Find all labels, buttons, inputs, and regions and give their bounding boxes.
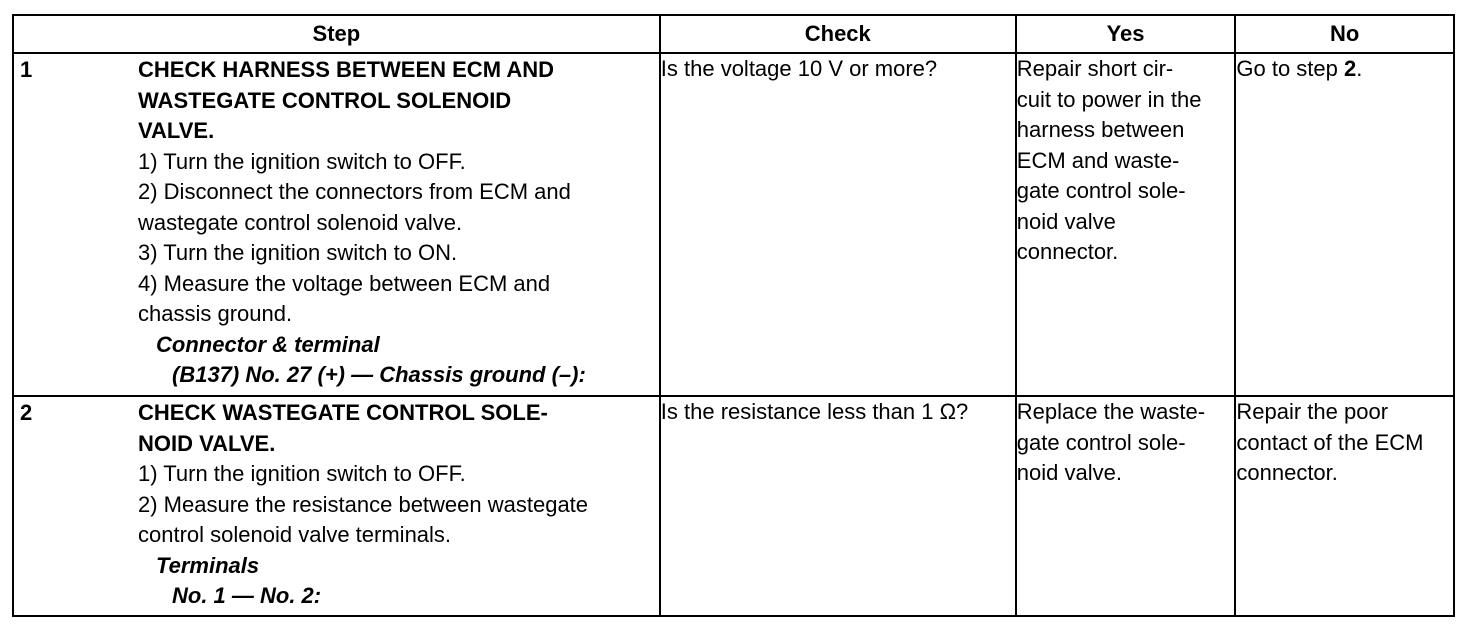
yes-line: noid valve.	[1016, 460, 1122, 485]
step-title-line: WASTEGATE CONTROL SOLENOID	[138, 87, 512, 113]
check-question: Is the voltage 10 V or more?	[660, 56, 938, 81]
instruction-line: 4) Measure the voltage between ECM and	[138, 270, 551, 296]
instruction-line: 2) Disconnect the connectors from ECM and	[138, 179, 571, 204]
header-check: Check	[660, 15, 1016, 53]
yes-line: harness between	[1016, 117, 1185, 142]
yes-cell	[1016, 396, 1236, 616]
instruction-line: 3) Turn the ignition switch to ON.	[138, 240, 458, 265]
no-line: connector.	[1236, 460, 1338, 485]
step-title-line: CHECK WASTEGATE CONTROL SOLE-	[138, 400, 548, 425]
instruction-line: 2) Measure the resistance between wastegate	[138, 491, 589, 517]
step-cell	[13, 396, 660, 616]
step-title-line: CHECK HARNESS BETWEEN ECM AND	[138, 57, 554, 82]
check-question: Is the resistance less than 1 Ω?	[660, 399, 969, 424]
no-cell	[1235, 396, 1454, 616]
no-text-suffix: .	[1356, 56, 1363, 81]
instruction-line: 1) Turn the ignition switch to OFF.	[138, 148, 466, 174]
no-line: Repair the poor	[1236, 399, 1389, 424]
table-row	[13, 396, 1454, 616]
step-number: 2	[20, 400, 33, 425]
table-row	[13, 53, 1454, 396]
no-cell	[1235, 53, 1454, 396]
spec-label: Terminals	[156, 552, 260, 578]
no-line: contact of the ECM	[1236, 429, 1424, 455]
header-step: Step	[13, 15, 660, 53]
yes-line: gate control sole-	[1016, 178, 1186, 203]
spec-value: No. 1 — No. 2:	[172, 583, 322, 608]
instruction-line: chassis ground.	[138, 301, 293, 326]
step-title-line: NOID VALVE.	[138, 430, 276, 456]
instruction-line: control solenoid valve terminals.	[138, 522, 452, 547]
yes-line: connector.	[1016, 239, 1119, 264]
yes-line: Repair short cir-	[1016, 56, 1174, 81]
header-yes: Yes	[1016, 15, 1236, 53]
yes-line: Replace the waste-	[1016, 399, 1206, 424]
instruction-line: 1) Turn the ignition switch to OFF.	[138, 461, 466, 486]
no-text-prefix: Go to step	[1236, 56, 1344, 81]
step-number: 1	[20, 57, 33, 82]
yes-line: cuit to power in the	[1016, 86, 1202, 112]
yes-line: noid valve	[1016, 208, 1116, 234]
check-cell	[660, 53, 1016, 396]
yes-line: ECM and waste-	[1016, 147, 1180, 173]
yes-line: gate control sole-	[1016, 429, 1186, 455]
header-no: No	[1235, 15, 1454, 53]
spec-value: (B137) No. 27 (+) — Chassis ground (–):	[172, 362, 586, 387]
no-step-link[interactable]: 2	[1344, 56, 1357, 81]
diagnostic-table	[12, 14, 1455, 617]
header-row	[13, 15, 1454, 53]
step-title-line: VALVE.	[138, 118, 215, 143]
step-cell	[13, 53, 660, 396]
yes-cell	[1016, 53, 1236, 396]
instruction-line: wastegate control solenoid valve.	[138, 209, 463, 235]
spec-label: Connector & terminal	[156, 331, 380, 357]
check-cell	[660, 396, 1016, 616]
